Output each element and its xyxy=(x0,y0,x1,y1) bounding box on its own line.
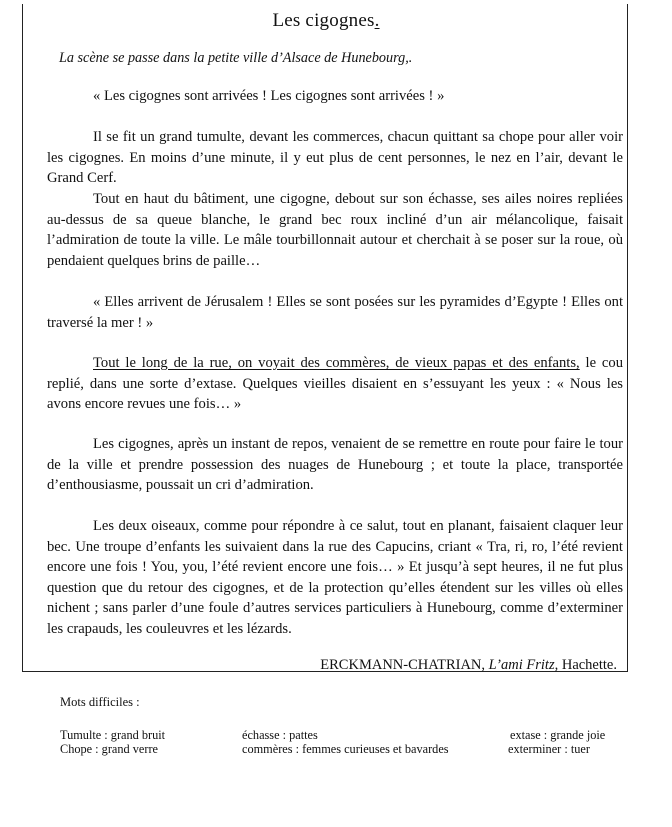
vocabulary-heading: Mots difficiles : xyxy=(60,695,140,709)
title-mark: . xyxy=(374,10,380,31)
source-author: ERCKMANN-CHATRIAN, xyxy=(320,657,486,673)
title-text: Les cigognes xyxy=(272,10,375,31)
paragraph-tumulte: Il se fit un grand tumulte, devant les commerces, chacun quittant sa chope pour aller voir les cigognes. En moins d’une minute, il y eut plus de cent personnes, le nez en l’air, devant le Grand Cerf. xyxy=(47,129,623,187)
vocab-item: extase : grande joie xyxy=(510,728,606,742)
paragraph-street xyxy=(47,353,623,415)
source-publisher: Hachette. xyxy=(561,657,617,673)
vocab-item: commères : femmes curieuses et bavardes xyxy=(242,742,449,756)
vocab-item: exterminer : tuer xyxy=(508,742,590,756)
paragraph-quote-jerusalem: « Elles arrivent de Jérusalem ! Elles se sont posées sur les pyramides d’Egypte ! Elles ont traversé la mer ! » xyxy=(47,294,623,331)
vocab-item: Chope : grand verre xyxy=(60,742,158,756)
paragraph-stork-on-roof: Tout en haut du bâtiment, une cigogne, debout sur son échasse, ses ailes noires repliées au-dessus de sa queue blanche, le grand bec roux incliné d’un air mélancolique, faisait l’admiration de toute la ville. Le mâle tourbillonnait autour et cherchait à se poser sur la roue, où pendaient quelques brins de paille… xyxy=(47,191,623,269)
paragraph-street-rest: le cou replié, dans une sorte d’extase. Quelques vieilles disaient en s’essuyant les yeux : « Nous les avons encore revues une fois… » xyxy=(47,355,623,413)
source-citation xyxy=(320,657,617,674)
text-frame xyxy=(22,4,628,672)
page-title xyxy=(23,10,629,32)
source-work: L’ami Fritz, xyxy=(488,657,559,673)
intro-line: La scène se passe dans la petite ville d’Alsace de Hunebourg,. xyxy=(59,50,413,66)
paragraph-quote-arrival: « Les cigognes sont arrivées ! Les cigognes sont arrivées ! » xyxy=(93,88,445,104)
paragraph-repos: Les cigognes, après un instant de repos, venaient de se remettre en route pour faire le tour de la ville et prendre possession des nuages de Hunebourg ; et toute la place, transportée d’enthousiasme, poussait un cri d’admiration. xyxy=(47,436,623,494)
paragraph-two-birds: Les deux oiseaux, comme pour répondre à ce salut, tout en planant, faisaient claquer leur bec. Une troupe d’enfants les suivaient dans la rue des Capucins, criant « Tra, ri, ro, l’été revient encore une fois ! You, you, l’été revient encore une fois… » Et jusqu’à sept heures, il ne fut plus question que du retour des cigognes, et de la protection qu’elles étendent sur les villes où elles nichent ; sans parler d’une foule d’autres services particuliers à Hunebourg, comme d’exterminer les crapauds, les couleuvres et les lézards. xyxy=(47,518,623,637)
vocab-item: échasse : pattes xyxy=(242,728,318,742)
underlined-phrase: Tout le long de la rue, on voyait des commères, de vieux papas et des enfants, xyxy=(93,355,580,371)
vocab-item: Tumulte : grand bruit xyxy=(60,728,166,742)
